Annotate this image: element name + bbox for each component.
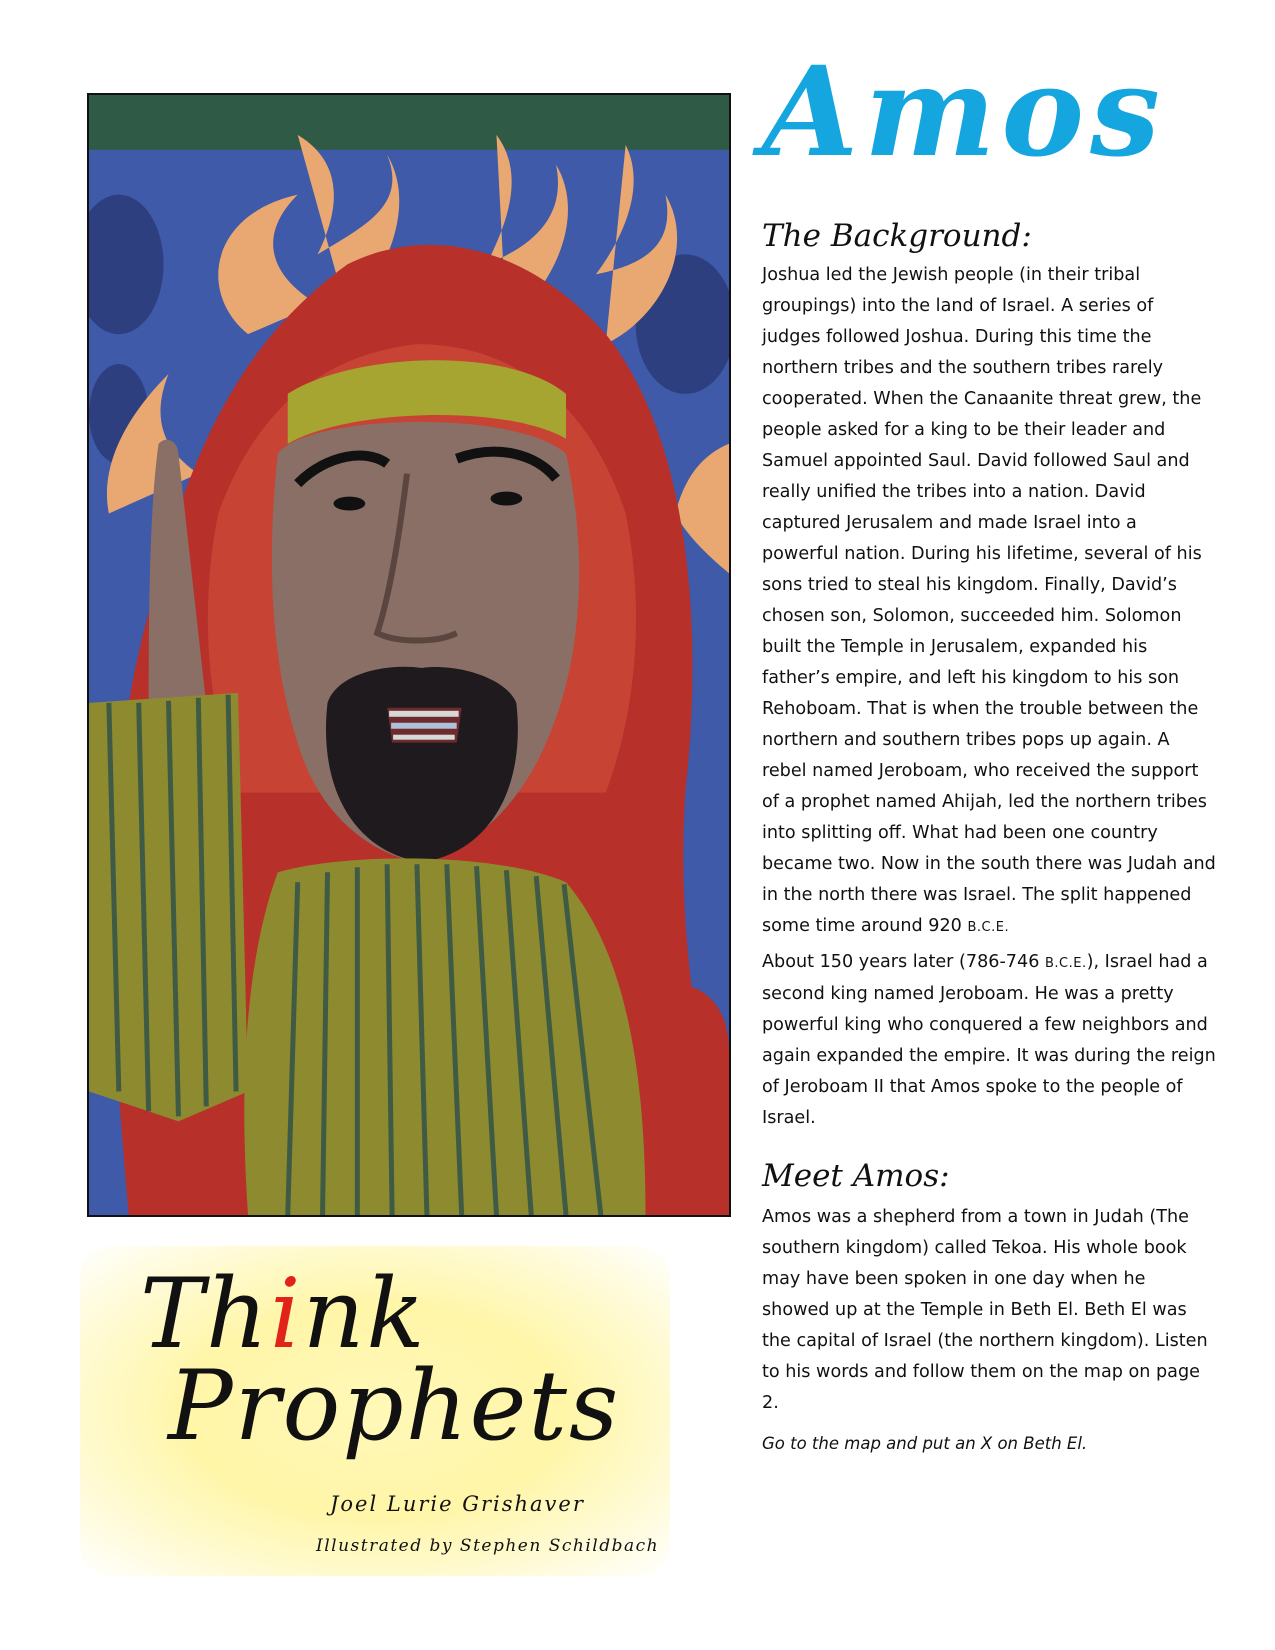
author-credit: Joel Lurie Grishaver	[330, 1492, 585, 1516]
page-title: Amos	[762, 40, 1166, 185]
background-paragraph-2-start: About 150 years later (786-746	[762, 952, 1040, 972]
prophet-painting	[89, 95, 729, 1215]
think-prophets-logo	[80, 1246, 670, 1576]
series-title	[140, 1258, 621, 1462]
background-paragraph-2	[762, 947, 1217, 1134]
prophet-illustration	[87, 93, 731, 1217]
series-title-line2: Prophets	[168, 1350, 621, 1462]
meet-amos-section	[762, 1156, 1217, 1459]
illustrator-credit: Illustrated by Stephen Schildbach	[316, 1536, 660, 1556]
series-title-line1: Think	[140, 1258, 427, 1370]
accent-i: i	[269, 1258, 303, 1370]
meet-amos-paragraph: Amos was a shepherd from a town in Judah (The southern kingdom) called Tekoa. His whole book may have been spoken in one day when he showed up at the Temple in Beth El. Beth El was the capital of Israel (the northern kingdom). Listen to his words and follow them on the map on page 2.	[762, 1207, 1208, 1413]
background-section	[762, 216, 1217, 1134]
meet-amos-heading: Meet Amos:	[762, 1158, 950, 1194]
era-abbreviation: B.C.E.	[1044, 956, 1087, 971]
map-instruction: Go to the map and put an X on Beth El.	[762, 1434, 1088, 1453]
era-abbreviation: B.C.E.	[967, 920, 1010, 935]
background-heading: The Background:	[762, 218, 1032, 254]
background-paragraph-2-rest: ), Israel had a second king named Jeroboam. He was a pretty powerful king who conquered a few neighbors and again expanded the empire. It was during the reign of Jeroboam II that Amos spoke to the people of Israel.	[762, 952, 1216, 1128]
background-paragraph-1-text: Joshua led the Jewish people (in their tribal groupings) into the land of Israel. A series of judges followed Joshua. During this time the northern tribes and the southern tribes rarely cooperated. When the Canaanite threat grew, the people asked for a king to be their leader and Samuel appointed Saul. David followed Saul and really unified the tribes into a nation. David captured Jerusalem and made Israel into a powerful nation. During his lifetime, several of his sons tried to steal his kingdom. Finally, David’s chosen son, Solomon, succeeded him. Solomon built the Temple in Jerusalem, expanded his father’s empire, and left his kingdom to his son Rehoboam. That is when the trouble between the northern and southern tribes pops up again. A rebel named Jeroboam, who received the support of a prophet named Ahijah, led the northern tribes into splitting off. What had been one country became two. Now in the south there was Judah and in the north there was Israel. The split happened some time around 920	[762, 265, 1216, 936]
background-paragraph-1	[762, 260, 1217, 943]
